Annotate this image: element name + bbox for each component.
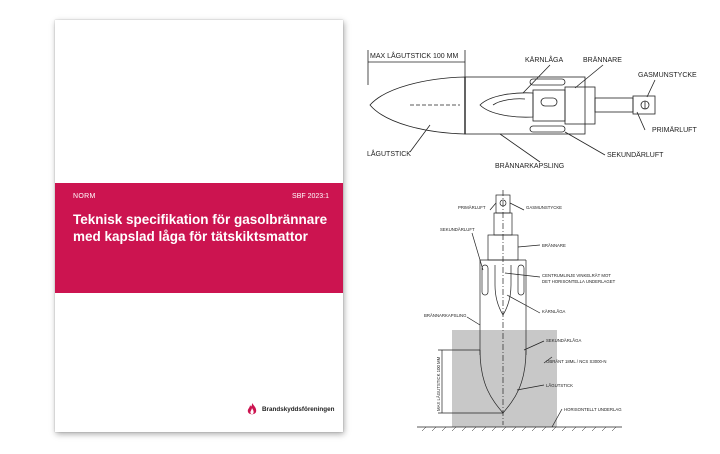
- burner-front-drawing: [412, 185, 712, 440]
- document-code: SBF 2023:1: [292, 193, 329, 200]
- document-title: Teknisk specifikation för gasolbrännare med kapslad låga för tätskiktsmattor: [73, 212, 328, 244]
- document-cover[interactable]: [55, 20, 343, 432]
- label-primary-air: PRIMÄRLUFT: [652, 127, 697, 134]
- label-secondary-air: SEKUNDÄRLUFT: [607, 152, 664, 159]
- front-label-gas-nozzle: GASMUNSTYCKE: [526, 205, 563, 210]
- label-gas-nozzle: GASMUNSTYCKE: [638, 72, 697, 79]
- front-label-unburnt-area: OBRÄNT 18ML / NCS S3000-N: [546, 359, 607, 364]
- front-label-centerline-2: DET HORISONTELLA UNDERLAGET: [542, 279, 616, 284]
- label-flame-tip: LÅGUTSTICK: [367, 151, 411, 158]
- front-label-max-flame: MAX LÅGUTSTICK 100 MM: [436, 356, 441, 411]
- front-label-burner: BRÄNNARE: [542, 243, 566, 248]
- front-label-core-flame: KÄRNLÅGA: [542, 309, 566, 314]
- publisher-name: Brandskyddsföreningen: [262, 405, 335, 413]
- front-label-ground: HORISONTELLT UNDERLAG: [564, 407, 622, 412]
- front-label-secondary-air: SEKUNDÄRLUFT: [440, 227, 475, 232]
- front-label-primary-air: PRIMÄRLUFT: [458, 205, 486, 210]
- front-label-burner-casing: BRÄNNARKAPSLING: [424, 313, 467, 318]
- front-label-flame-tip: LÅGUTSTICK: [546, 383, 573, 388]
- label-burner: BRÄNNARE: [583, 57, 622, 64]
- flame-logo-icon: [245, 402, 259, 416]
- publisher-logo: [245, 402, 334, 416]
- burner-side-drawing: [355, 40, 717, 180]
- label-burner-casing: BRÄNNARKAPSLING: [495, 163, 565, 170]
- document-category: NORM: [73, 193, 96, 200]
- front-label-secondary-flame: SEKUNDÄRLÅGA: [546, 338, 582, 343]
- label-max-flame: MAX LÅGUTSTICK 100 MM: [370, 53, 459, 60]
- front-label-centerline: CENTRUMLINJE VINKELRÄT MOT: [542, 273, 611, 278]
- label-core-flame: KÄRNLÅGA: [525, 57, 564, 64]
- title-band: [55, 183, 343, 293]
